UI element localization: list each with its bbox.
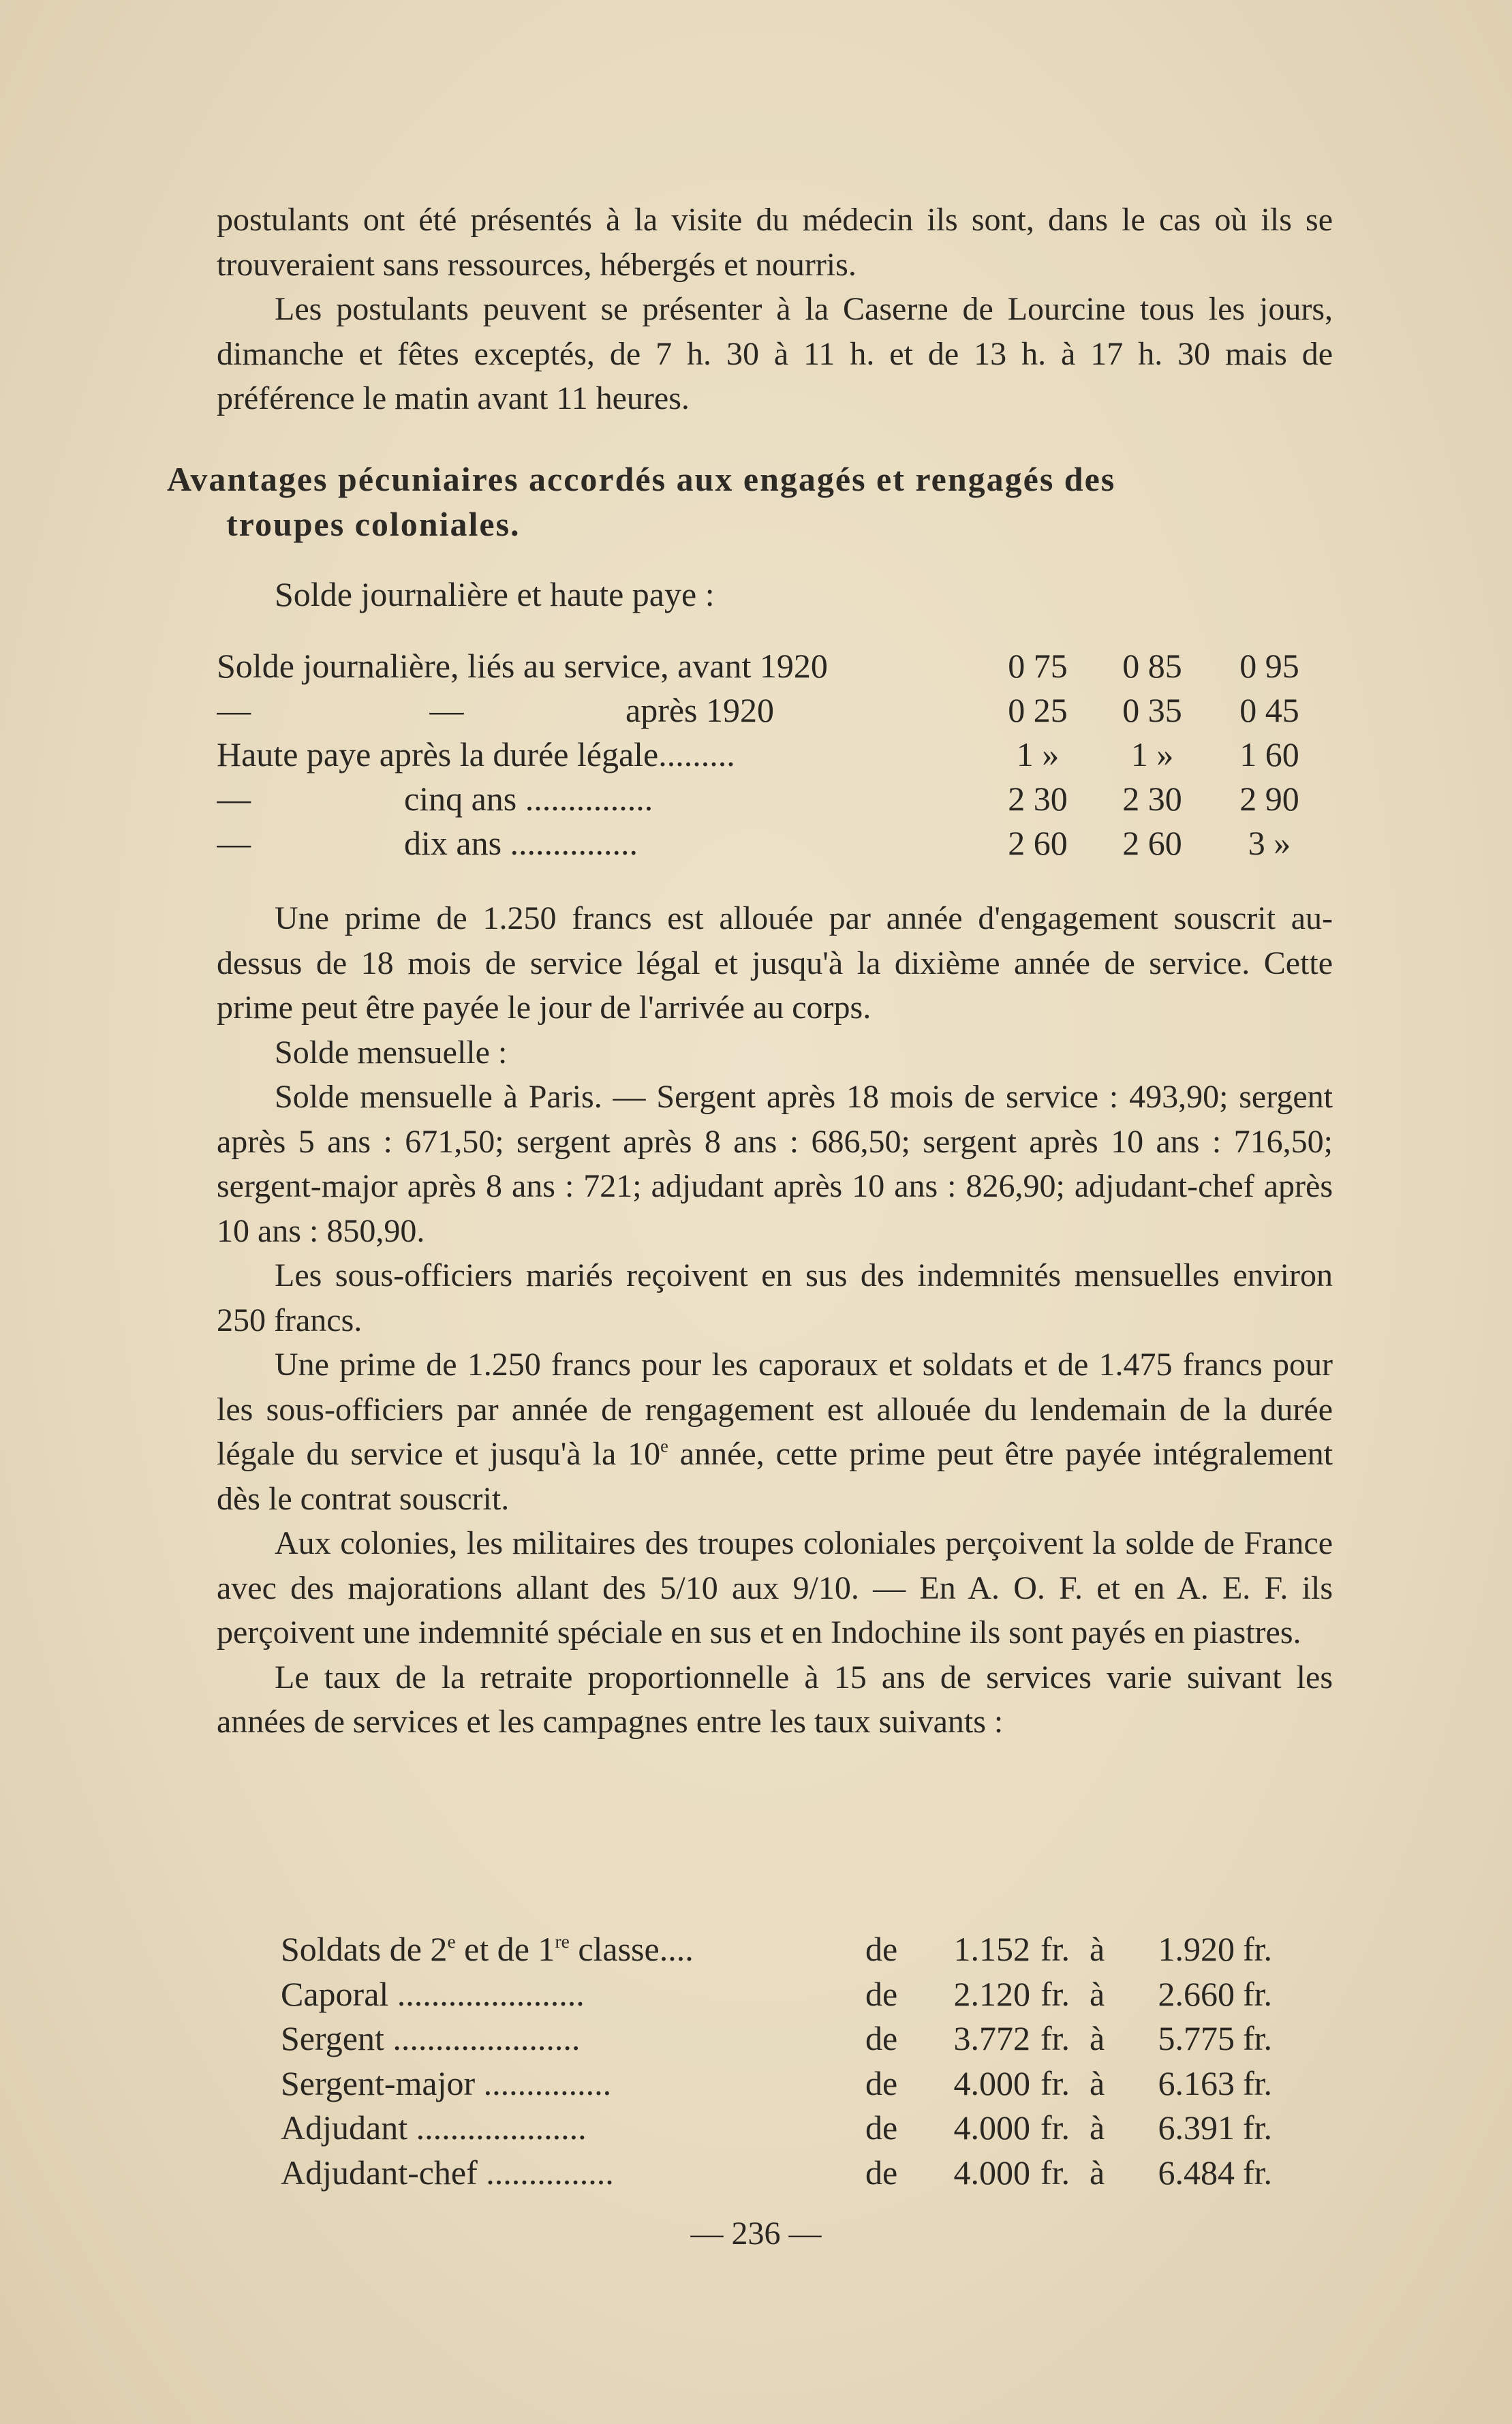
rank-superscript: re (555, 1930, 570, 1952)
pay-value: 0 25 (1008, 691, 1068, 729)
pay-row (217, 821, 1334, 865)
retraite-paragraph: Le taux de la retraite proportionnelle à 15 ans de services varie suivant les années de services et les campagnes entre les taux suivants : (217, 1659, 1333, 1740)
retirement-currency: fr. (1040, 2108, 1070, 2147)
pay-value: 0 95 (1239, 647, 1299, 685)
pay-value: 3 » (1248, 824, 1291, 862)
retirement-from-value: 4.000 (953, 2108, 1030, 2147)
retirement-currency: fr. (1040, 1974, 1070, 2013)
intro-text (217, 198, 1333, 421)
pay-value: 0 85 (1122, 647, 1182, 685)
retirement-a: à (1090, 1974, 1105, 2013)
maries-paragraph: Les sous-officiers mariés reçoivent en sus des indemnités mensuelles environ 250 francs. (217, 1257, 1333, 1338)
retirement-currency: fr. (1040, 1930, 1070, 1968)
retirement-row (281, 2061, 1303, 2106)
body-text (217, 896, 1333, 1745)
retirement-to-value: 6.484 (1158, 2153, 1235, 2192)
retirement-row (281, 2151, 1303, 2196)
paris-paragraph: Solde mensuelle à Paris. — Sergent après 18 mois de service : 493,90; sergent après 5 ans : 671,50; sergent après 8 ans : 686,50; sergent après 10 ans : 716,50; sergent-major après 8 ans : 721; adjudant après 10 ans : 826,90; adjudant-chef après 10 ans : 850,90. (217, 1079, 1333, 1249)
rengagement-text-a: Une prime de 1.250 francs pour les caporaux et soldats et de 1.475 francs pour les sous-officiers par année de rengagement est allouée du lendemain de la durée légale du service et jusqu'à la 10 (217, 1347, 1333, 1472)
pay-value: 1 » (1130, 735, 1174, 773)
solde-subheading: Solde journalière et haute paye : (275, 575, 715, 613)
retirement-from-value: 3.772 (953, 2019, 1030, 2057)
pay-value: 1 60 (1239, 735, 1299, 773)
retirement-from-value: 2.120 (953, 1974, 1030, 2013)
section-heading (167, 457, 1332, 547)
retirement-from-value: 4.000 (953, 2153, 1030, 2192)
rengagement-superscript: e (660, 1435, 668, 1456)
section-heading-line-1: Avantages pécuniaires accordés aux engagés et rengagés des (167, 460, 1116, 498)
retirement-rank: Caporal ...................... (281, 1974, 585, 2013)
pay-row-label: — — après 1920 (217, 691, 774, 729)
retirement-rank: Sergent-major ............... (281, 2064, 612, 2102)
retirement-rank: Sergent ...................... (281, 2019, 581, 2057)
solde-mensuelle-heading: Solde mensuelle : (275, 1034, 508, 1071)
retirement-from-value: 1.152 (953, 1930, 1030, 1968)
rank-text: Soldats de 2 (281, 1930, 448, 1968)
retirement-row (281, 1972, 1303, 2017)
pay-row (217, 644, 1334, 688)
pay-row-label: Solde journalière, liés au service, avant 1920 (217, 647, 828, 685)
retirement-rank: Adjudant .................... (281, 2108, 587, 2147)
pay-value: 2 90 (1239, 780, 1299, 818)
retirement-de: de (865, 2153, 898, 2192)
pay-value: 0 35 (1122, 691, 1182, 729)
retirement-row (281, 2016, 1303, 2061)
intro-paragraph-2: Les postulants peuvent se présenter à la Caserne de Lourcine tous les jours, dimanche et fêtes exceptés, de 7 h. 30 à 11 h. et de 13 h. à 17 h. 30 mais de préférence le matin avant 11 heures. (217, 291, 1333, 416)
rank-superscript: e (447, 1930, 456, 1952)
retirement-table (281, 1927, 1303, 2195)
pay-value: 2 60 (1008, 824, 1068, 862)
retirement-to-value: 6.391 (1158, 2108, 1235, 2147)
page-number: — 236 — (690, 2215, 822, 2252)
retirement-de: de (865, 1930, 898, 1968)
pay-value: 1 » (1016, 735, 1060, 773)
pay-value: 2 60 (1122, 824, 1182, 862)
pay-value: 0 75 (1008, 647, 1068, 685)
retirement-a: à (1090, 2108, 1105, 2147)
retirement-to-value: 6.163 (1158, 2064, 1235, 2102)
pay-row (217, 777, 1334, 821)
retirement-currency: fr. (1243, 2153, 1273, 2192)
retirement-to-value: 2.660 (1158, 1974, 1235, 2013)
retirement-a: à (1090, 1930, 1105, 1968)
section-heading-line-2: troupes coloniales. (226, 505, 521, 543)
retirement-currency: fr. (1040, 2019, 1070, 2057)
rank-text: et de 1 (455, 1930, 555, 1968)
retirement-currency: fr. (1243, 1974, 1273, 2013)
retirement-a: à (1090, 2019, 1105, 2057)
retirement-to-value: 1.920 (1158, 1930, 1235, 1968)
retirement-rank: Adjudant-chef ............... (281, 2153, 614, 2192)
retirement-from-value: 4.000 (953, 2064, 1030, 2102)
pay-value: 2 30 (1122, 780, 1182, 818)
retirement-a: à (1090, 2064, 1105, 2102)
retirement-currency: fr. (1243, 1930, 1273, 1968)
pay-row-label: — cinq ans ............... (217, 780, 653, 818)
retirement-currency: fr. (1243, 2019, 1273, 2057)
retirement-row (281, 2106, 1303, 2151)
retirement-row (281, 1927, 1303, 1972)
pay-row-label: Haute paye après la durée légale......... (217, 735, 735, 773)
retirement-a: à (1090, 2153, 1105, 2192)
pay-row (217, 733, 1334, 777)
rengagement-text-b: année, cette prime peut être payée intégralement dès le contrat souscrit. (217, 1436, 1333, 1517)
retirement-de: de (865, 2108, 898, 2147)
retirement-to-value: 5.775 (1158, 2019, 1235, 2057)
pay-row (217, 688, 1334, 733)
rengagement-paragraph (217, 1343, 1333, 1521)
pay-table (217, 644, 1334, 865)
intro-paragraph-1: postulants ont été présentés à la visite du médecin ils sont, dans le cas où ils se trouveraient sans ressources, hébergés et nourris. (217, 202, 1333, 283)
retirement-de: de (865, 1974, 898, 2013)
retirement-currency: fr. (1243, 2064, 1273, 2102)
retirement-currency: fr. (1040, 2153, 1070, 2192)
retirement-de: de (865, 2019, 898, 2057)
colonies-paragraph: Aux colonies, les militaires des troupes coloniales perçoivent la solde de France avec des majorations allant des 5/10 aux 9/10. — En A. O. F. et en A. E. F. ils perçoivent une indemnité spéciale en sus et en Indochine ils sont payés en piastres. (217, 1525, 1333, 1651)
pay-value: 2 30 (1008, 780, 1068, 818)
rank-text: classe.... (569, 1930, 694, 1968)
retirement-de: de (865, 2064, 898, 2102)
retirement-currency: fr. (1040, 2064, 1070, 2102)
retirement-currency: fr. (1243, 2108, 1273, 2147)
prime-paragraph: Une prime de 1.250 francs est allouée par année d'engagement souscrit au-dessus de 18 mois de service légal et jusqu'à la dixième année de service. Cette prime peut être payée le jour de l'arrivée au corps. (217, 900, 1333, 1026)
retirement-rank (281, 1927, 826, 1972)
pay-row-label: — dix ans ............... (217, 824, 638, 862)
pay-value: 0 45 (1239, 691, 1299, 729)
